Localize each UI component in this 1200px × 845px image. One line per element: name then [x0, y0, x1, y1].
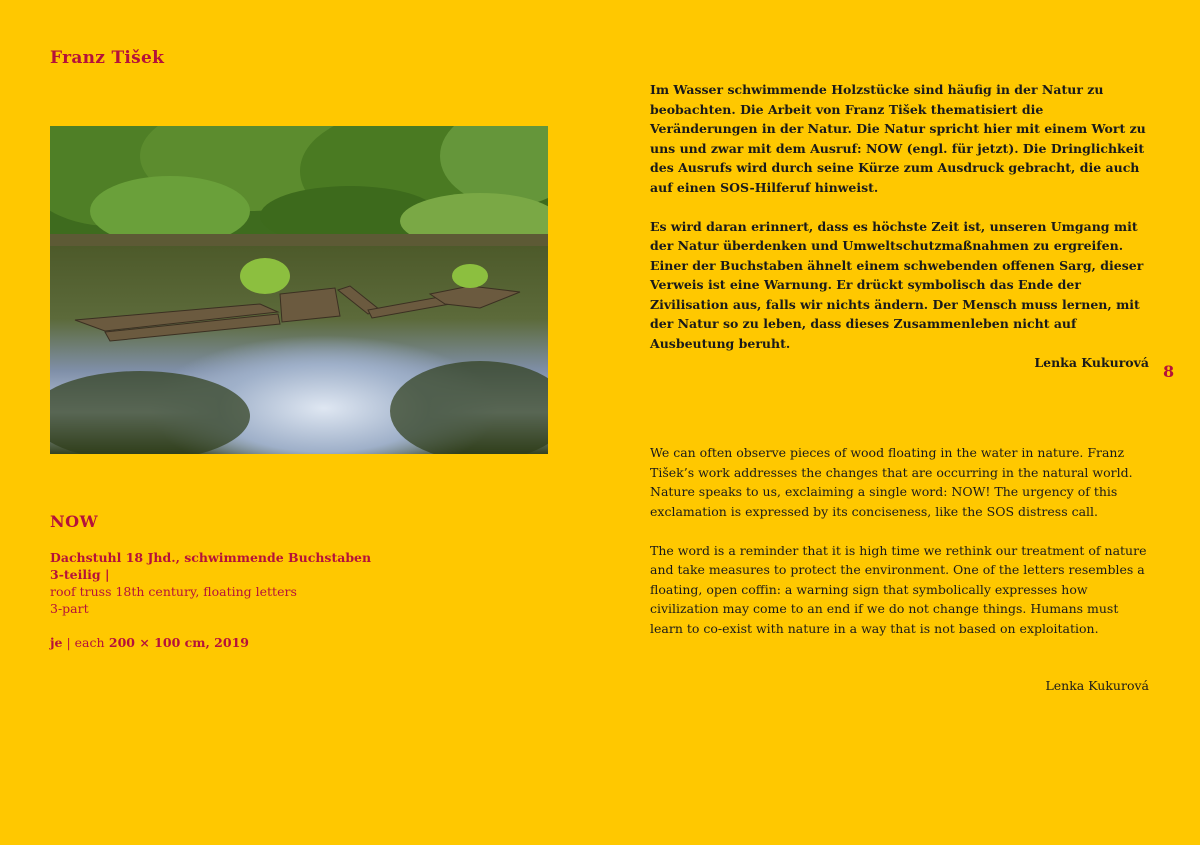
german-author: Lenka Kukurová: [1034, 355, 1149, 370]
english-text: [650, 443, 1150, 638]
german-text: [650, 80, 1150, 353]
parts-de: 3-teilig |: [50, 567, 110, 582]
english-paragraph: We can often observe pieces of wood floating in the water in nature. Franz Tišek’s work addresses the changes that are occurring in the natural world. Nature speaks to us, exclaiming a single word: NOW! The urgency of this exclamation is expressed by its conciseness, like the SOS distress call.: [650, 445, 1133, 519]
page-number: 8: [1163, 362, 1175, 381]
dims-en: each: [74, 635, 105, 650]
german-paragraph: Im Wasser schwimmende Holzstücke sind häufig in der Natur zu beobachten. Die Arbeit von Franz Tišek thematisiert die Veränderungen in der Natur. Die Natur spricht hier mit einem Wort zu uns und zwar mit dem Ausruf: NOW (engl. für jetzt). Die Dringlichkeit des Ausrufs wird durch seine Kürze zum Ausdruck gebracht, die auch auf einen SOS-Hilferuf hinweist.: [650, 82, 1146, 195]
dims-separator: |: [62, 635, 75, 650]
english-author: Lenka Kukurová: [1045, 678, 1149, 693]
german-paragraph: Es wird daran erinnert, dass es höchste Zeit ist, unseren Umgang mit der Natur überdenken und Umweltschutzmaßnahmen zu ergreifen. Einer der Buchstaben ähnelt einem schwebenden offenen Sarg, dieser Verweis ist eine Warnung. Er drückt symbolisch das Ende der Zivilisation aus, falls wir nichts ändern. Der Mensch muss lernen, mit der Natur so zu leben, dass dieses Zusammenleben nicht auf Ausbeutung beruht.: [650, 218, 1144, 351]
parts-en: 3-part: [50, 601, 89, 616]
dims-value: 200 × 100 cm, 2019: [104, 635, 249, 650]
artwork-photo-image: [50, 126, 548, 454]
work-details: [50, 549, 570, 651]
dims-de: je: [50, 635, 63, 650]
english-paragraph: The word is a reminder that it is high time we rethink our treatment of nature and take measures to protect the environment. One of the letters resembles a floating, open coffin: a warning sign that symbolically expresses how civilization may come to an end if we do not change things. Humans must learn to co-exist with nature in a way that is not based on exploitation.: [650, 542, 1147, 636]
materials-en: roof truss 18th century, floating letters: [50, 584, 297, 599]
artwork-photo: [50, 126, 548, 454]
materials-de: Dachstuhl 18 Jhd., schwimmende Buchstaben: [50, 550, 372, 565]
work-title: NOW: [50, 512, 99, 531]
artist-name: Franz Tišek: [50, 48, 165, 68]
dimensions: [50, 634, 570, 651]
